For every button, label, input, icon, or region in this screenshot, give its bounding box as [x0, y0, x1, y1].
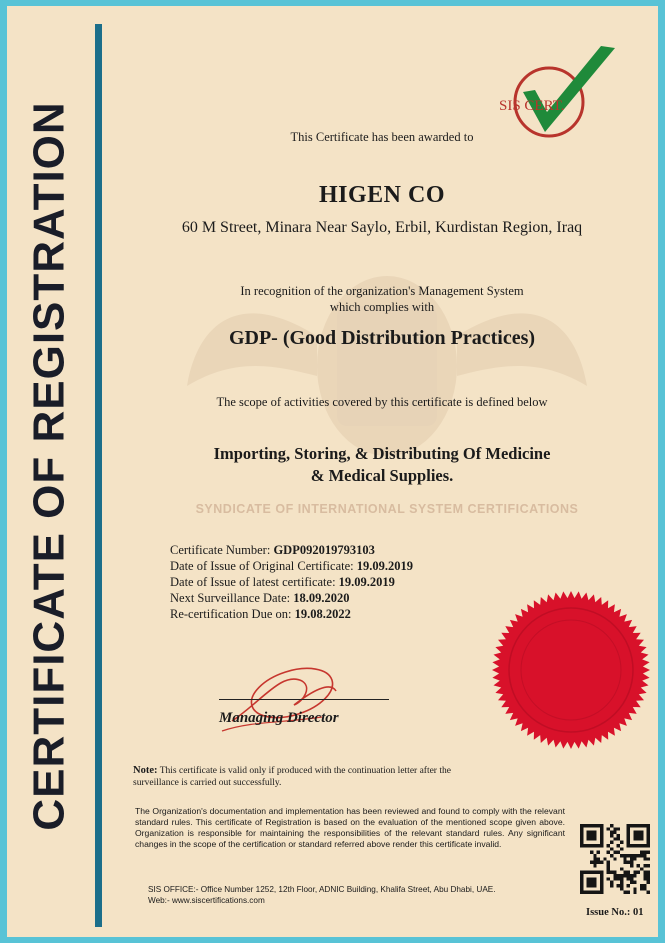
latest-issue-date: 19.09.2019 — [338, 575, 395, 589]
signatory-title: Managing Director — [219, 710, 339, 726]
surveillance-label: Next Surveillance Date: — [170, 591, 291, 605]
surveillance-row — [170, 590, 413, 606]
activities-line-1: Importing, Storing, & Distributing Of Medicine — [213, 444, 551, 463]
side-title: CERTIFICATE OF REGISTRATION — [25, 101, 75, 831]
note-text: This certificate is valid only if produced with the continuation letter after the surveillance is carried out successfully. — [133, 766, 451, 788]
standard-title: GDP- (Good Distribution Practices) — [228, 327, 536, 349]
recert-row — [170, 606, 413, 622]
scope-text: The scope of activities covered by this certificate is defined below — [216, 395, 548, 409]
certificate-number-label: Certificate Number: — [170, 543, 271, 557]
certificate-number-row — [170, 542, 413, 558]
surveillance-date: 18.09.2020 — [293, 591, 350, 605]
recert-label: Re-certification Due on: — [170, 607, 292, 621]
qr-code-icon — [580, 824, 650, 894]
activities — [127, 443, 637, 487]
website: Web:- www.siscertifications.com — [148, 896, 265, 905]
watermark-text: SYNDICATE OF INTERNATIONAL SYSTEM CERTIFICATIONS — [195, 502, 579, 516]
original-issue-label: Date of Issue of Original Certificate: — [170, 559, 354, 573]
latest-issue-label: Date of Issue of latest certificate: — [170, 575, 336, 589]
note-label: Note: — [133, 765, 158, 776]
validity-note — [133, 765, 453, 789]
company-name: HIGEN CO — [318, 182, 445, 208]
office-info — [148, 884, 568, 906]
signature-icon — [212, 661, 352, 741]
office-address: SIS OFFICE:- Office Number 1252, 12th Floor, ADNIC Building, Khalifa Street, Abu Dhabi, UAE. — [148, 885, 496, 894]
vertical-divider — [95, 24, 102, 927]
awarded-text: This Certificate has been awarded to — [290, 130, 474, 144]
side-title-area — [15, 26, 85, 906]
recognition-line-2: which complies with — [329, 300, 435, 314]
recert-date: 19.08.2022 — [294, 607, 351, 621]
original-issue-row — [170, 558, 413, 574]
certificate-sheet — [7, 6, 658, 937]
company-address: 60 M Street, Minara Near Saylo, Erbil, Kurdistan Region, Iraq — [181, 219, 583, 236]
recognition-line-1: In recognition of the organization's Management System — [240, 284, 524, 298]
original-issue-date: 19.09.2019 — [356, 559, 413, 573]
red-seal-icon — [489, 590, 653, 750]
latest-issue-row — [170, 574, 413, 590]
certificate-number: GDP092019793103 — [273, 543, 375, 557]
signature-line — [219, 699, 389, 700]
issue-number: Issue No.: 01 — [586, 907, 644, 918]
certificate-details — [170, 542, 413, 622]
disclaimer-paragraph: The Organization's documentation and implementation has been reviewed and found to comply with the relevant standard rules. This certificate of Registration is based on the evaluation of the mentioned scope given above. Organization is responsible for maintaining the responsibilities of the relevant standard rules. Any significant changes in the scope of the certification or standard referred above render this certificate invalid. — [135, 806, 565, 849]
recognition-text — [127, 283, 637, 315]
activities-line-2: & Medical Supplies. — [310, 466, 454, 485]
logo-text: SIS CERT. — [499, 98, 565, 114]
